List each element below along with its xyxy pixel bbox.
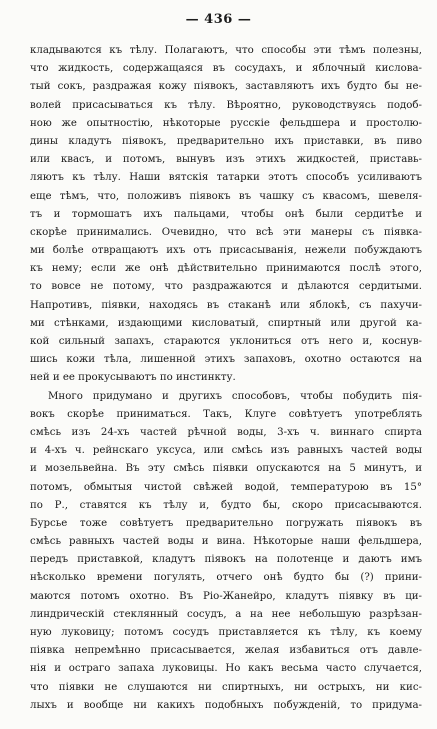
text-line: ляютъ къ тѣлу. Наши вятскія татарки этотъ способъ усиливаютъ <box>30 172 422 184</box>
text-line: маются потомъ охотно. Въ Ріо-Жанейро, кладутъ піявку въ ци- <box>30 590 422 602</box>
text-line: ми болѣе отвращаютъ ихъ отъ присасыванія, нежели побуждаютъ <box>30 245 422 257</box>
body-text <box>30 42 422 715</box>
text-line: что жидкость, содержащаяся въ сосудахъ, и яблочный кислова- <box>30 63 422 75</box>
text-line: кой сильный запахъ, стараются уклониться отъ него и, коснув- <box>30 336 422 347</box>
text-line: тъ и тормошатъ ихъ пальцами, чтобы онѣ были сердитѣе и <box>30 208 422 220</box>
text-line: потомъ, обмытыя чистой свѣжей водой, температурою въ 15° <box>30 481 422 493</box>
text-line: по Р., ставятся къ тѣлу и, будто бы, скоро присасываются. <box>30 499 422 511</box>
text-line: смѣсь равныхъ частей воды и вина. Нѣкоторые наши фельдшера, <box>30 536 422 548</box>
text-line: и 4-хъ ч. рейнскаго уксуса, или смѣсь изъ равныхъ частей воды <box>30 445 422 457</box>
text-line: передъ приставкой, кладутъ піявокъ на полотенце и даютъ имъ <box>30 554 422 566</box>
text-line: ми стѣнками, издающими кисловатый, спиртный или другой ка- <box>30 317 422 329</box>
text-line: или квасъ, и потомъ, вынувъ изъ этихъ жидкостей, приставь- <box>30 154 422 166</box>
text-line: что піявки не слушаются ни спиртныхъ, ни острыхъ, ни кис- <box>30 681 422 693</box>
text-line: линдрическій стеклянный сосудъ, а на нее небольшую разрѣзан- <box>30 608 422 620</box>
text-line: и мозельвейна. Въ эту смѣсь піявки опускаются на 5 минутъ, и <box>30 463 422 475</box>
text-line: еще тѣмъ, что, положивъ піявокъ въ чашку съ квасомъ, шевеля- <box>30 190 422 202</box>
text-line: ною же опытностію, нѣкоторые русскіе фельдшера и простолю- <box>30 117 422 129</box>
text-line: ную луковицу; потомъ сосудъ приставляется къ тѣлу, къ коему <box>30 627 422 638</box>
text-line: лыхъ и вообще ни какихъ подобныхъ побужденій, то придума- <box>30 699 422 711</box>
text-line: то вовсе не потому, что раздражаются и дѣлаются сердитыми. <box>30 281 422 293</box>
text-line: нія и остраго запаха луковицы. Но какъ весьма часто случается, <box>30 663 422 675</box>
text-line: Напротивъ, піявки, находясь въ стаканѣ или яблокѣ, съ пахучи- <box>30 299 422 311</box>
text-line: скорѣе принимались. Очевидно, что всѣ эти манеры съ піявка- <box>30 226 422 238</box>
text-line: тый сокъ, раздражая кожу піявокъ, заставляютъ ихъ будто бы не- <box>30 81 422 93</box>
text-line: піявка непремѣнно присасывается, желая избавиться отъ давле- <box>30 645 422 657</box>
text-line: Бурсье тоже совѣтуетъ предварительно погружать піявокъ въ <box>30 517 422 529</box>
text-line: нѣсколько времени погулять, отчего онѣ будто бы (?) прини- <box>30 572 422 584</box>
text-line: дины кладутъ піявокъ, предварительно ихъ приставки, въ пиво <box>30 135 422 147</box>
text-line: къ нему; если же онѣ дѣйствительно принимаются послѣ этого, <box>30 263 422 275</box>
text-line: вокъ скорѣе приниматься. Такъ, Клуге совѣтуетъ употреблять <box>30 408 422 420</box>
text-line: смѣсь изъ 24-хъ частей рѣчной воды, 3-хъ ч. виннаго спирта <box>30 426 422 438</box>
text-line: шись кожи тѣла, лишенной этихъ запаховъ, охотно остаются на <box>30 354 422 366</box>
page-number: — 436 — <box>185 12 252 27</box>
text-line: кладываются къ тѣлу. Полагаютъ, что способы эти тѣмъ полезны, <box>30 45 422 56</box>
paragraph-start-line: Много придумано и другихъ способовъ, чтобы побудить пія- <box>48 390 422 402</box>
paragraph-end-line: ней и ее прокусываютъ по инстинкту. <box>30 372 236 384</box>
text-line: волей присасываться къ тѣлу. Вѣроятно, руководствуясь подоб- <box>30 99 422 111</box>
